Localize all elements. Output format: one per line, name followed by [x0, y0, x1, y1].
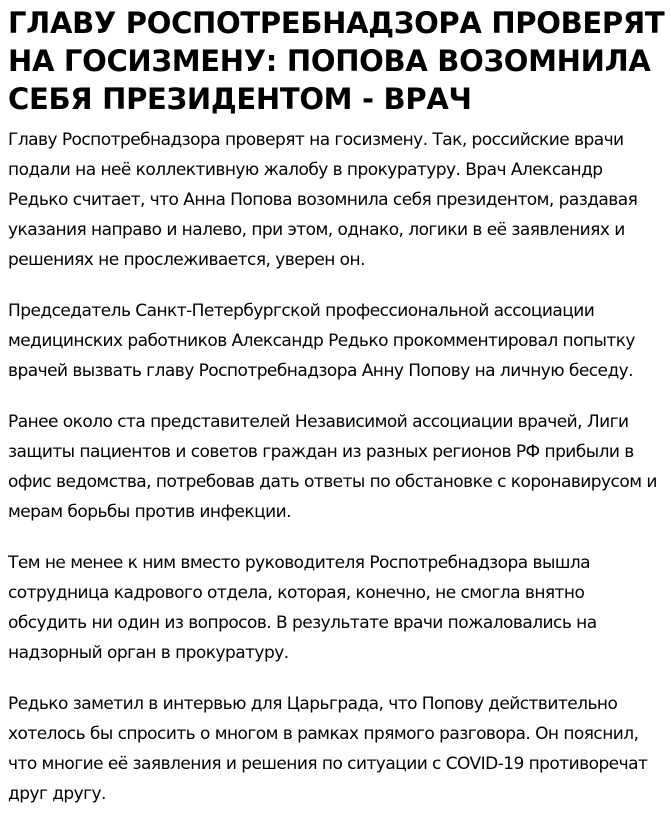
article-paragraph: Редько заметил в интервью для Царьграда, что Попову действительно хотелось бы спросить о многом в рамках прямого разговора. Он пояснил, что многие её заявления и решения по ситуации с COVID-19 противоречат друг другу. — [8, 694, 648, 804]
article-paragraph: Главу Роспотребнадзора проверят на госизмену. Так, российские врачи подали на неё коллективную жалобу в прокуратуру. Врач Александр Редько считает, что Анна Попова возомнила себя президентом, раздавая указания направо и налево, при этом, однако, логики в её заявлениях и решениях не прослеживается, уверен он. — [8, 130, 638, 270]
article-paragraph: Тем не менее к ним вместо руководителя Роспотребнадзора вышла сотрудница кадрового отдела, которая, конечно, не смогла внятно обсудить ни один из вопросов. В результате врачи пожаловались на надзорный орган в прокуратуру. — [8, 553, 597, 663]
article-paragraph: Председатель Санкт-Петербургской профессиональной ассоциации медицинских работников Александр Редько прокомментировал попытку врачей вызвать главу Роспотребнадзора Анну Попову на личную беседу. — [8, 301, 635, 381]
article-paragraph: Ранее около ста представителей Независимой ассоциации врачей, Лиги защиты пациентов и советов граждан из разных регионов РФ прибыли в офис ведомства, потребовав дать ответы по обстановке с коронавирусом и мерам борьбы против инфекции. — [8, 412, 657, 522]
article-title: ГЛАВУ РОСПОТРЕБНАДЗОРА ПРОВЕРЯТ НА ГОСИЗМЕНУ: ПОПОВА ВОЗОМНИЛА СЕБЯ ПРЕЗИДЕНТОМ - ВРАЧ — [8, 6, 665, 116]
article — [8, 4, 665, 830]
